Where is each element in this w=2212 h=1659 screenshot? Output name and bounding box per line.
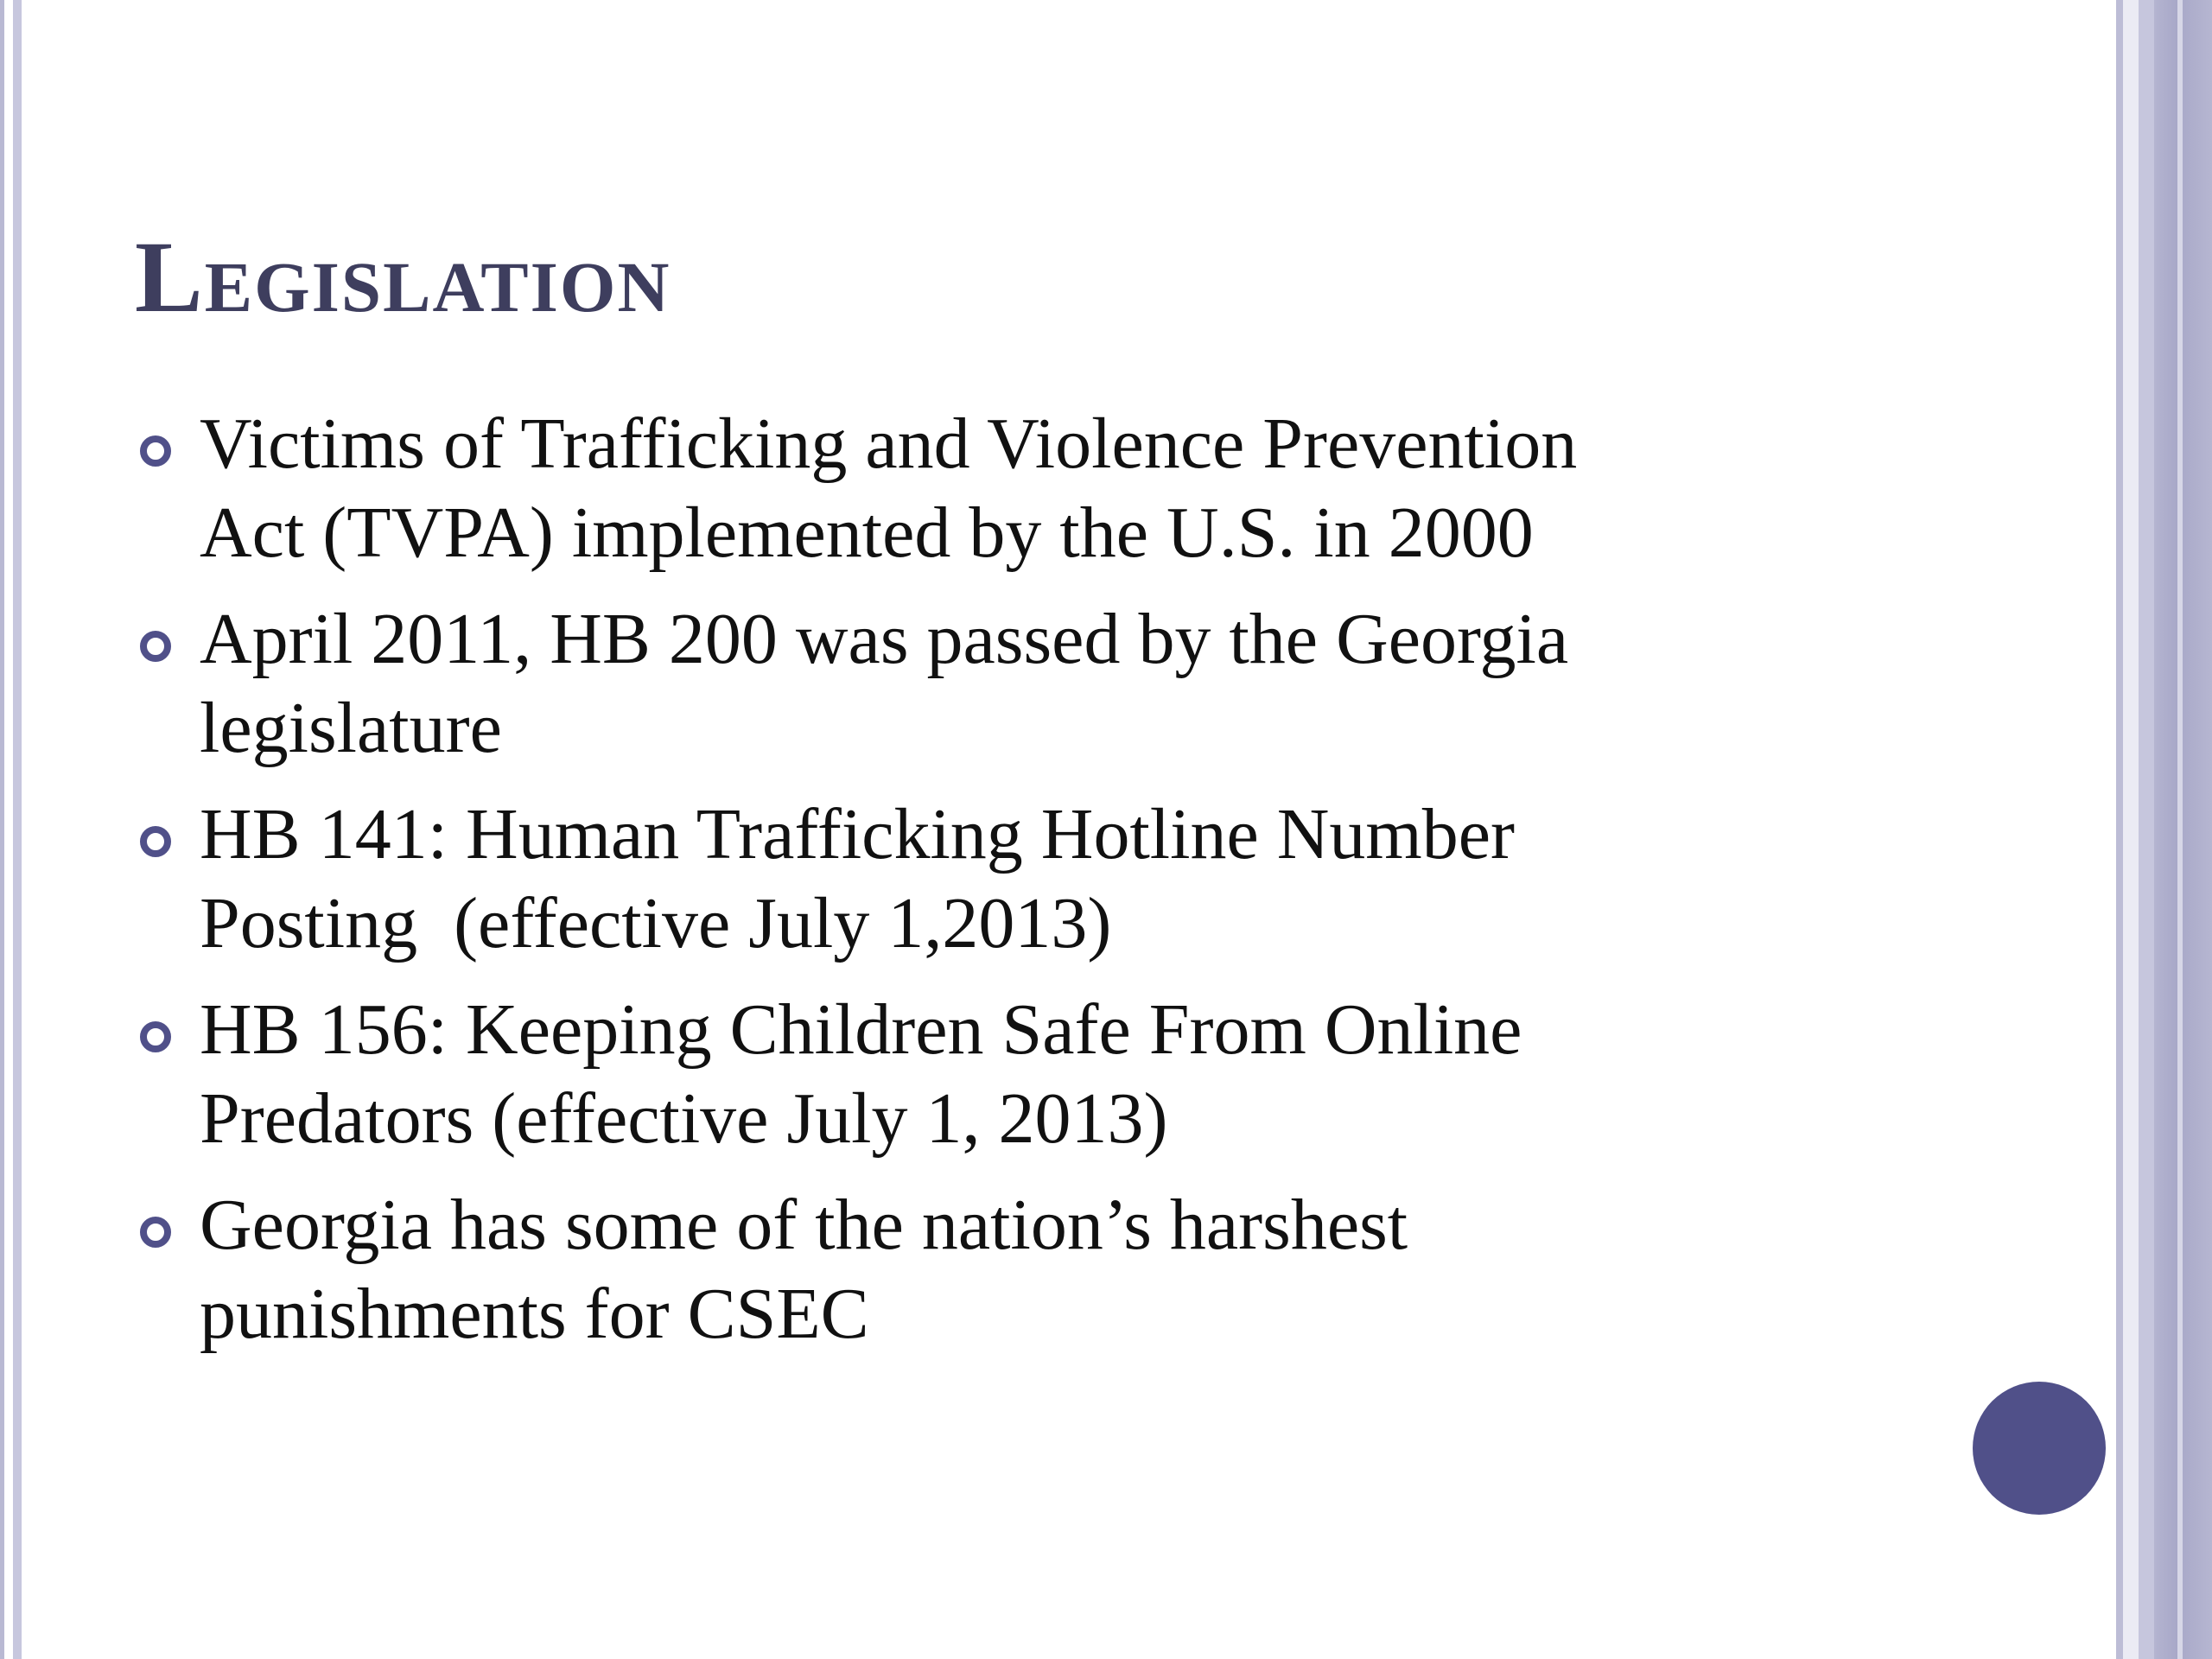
filled-circle-decoration (1973, 1382, 2106, 1515)
bullet-line: punishments for CSEC (200, 1274, 869, 1354)
bullet-line: Georgia has some of the nation’s harshest (200, 1185, 1408, 1265)
bullet-line: April 2011, HB 200 was passed by the Georgia (200, 599, 1569, 679)
hollow-circle-bullet-icon (140, 435, 171, 467)
bullet-line: HB 141: Human Trafficking Hotline Number (200, 794, 1516, 874)
bullet-text (200, 1180, 1928, 1358)
bullet-line: Posting (effective July 1,2013) (200, 883, 1112, 963)
bullet-text (200, 399, 1928, 577)
bullet-text (200, 790, 1928, 968)
hollow-circle-bullet-icon (140, 1217, 171, 1248)
hollow-circle-bullet-icon (140, 1021, 171, 1052)
bullet-line: legislature (200, 688, 502, 768)
hollow-circle-bullet-icon (140, 631, 171, 662)
hollow-circle-bullet-icon (140, 826, 171, 857)
bullet-line: HB 156: Keeping Children Safe From Online (200, 989, 1522, 1070)
bullet-text (200, 985, 1928, 1163)
bullet-line: Victims of Trafficking and Violence Prevention (200, 404, 1578, 484)
bullet-line: Act (TVPA) implemented by the U.S. in 2000 (200, 493, 1534, 573)
slide-title: Legislation (135, 220, 671, 334)
bullet-text (200, 594, 1928, 772)
bullet-line: Predators (effective July 1, 2013) (200, 1078, 1168, 1159)
